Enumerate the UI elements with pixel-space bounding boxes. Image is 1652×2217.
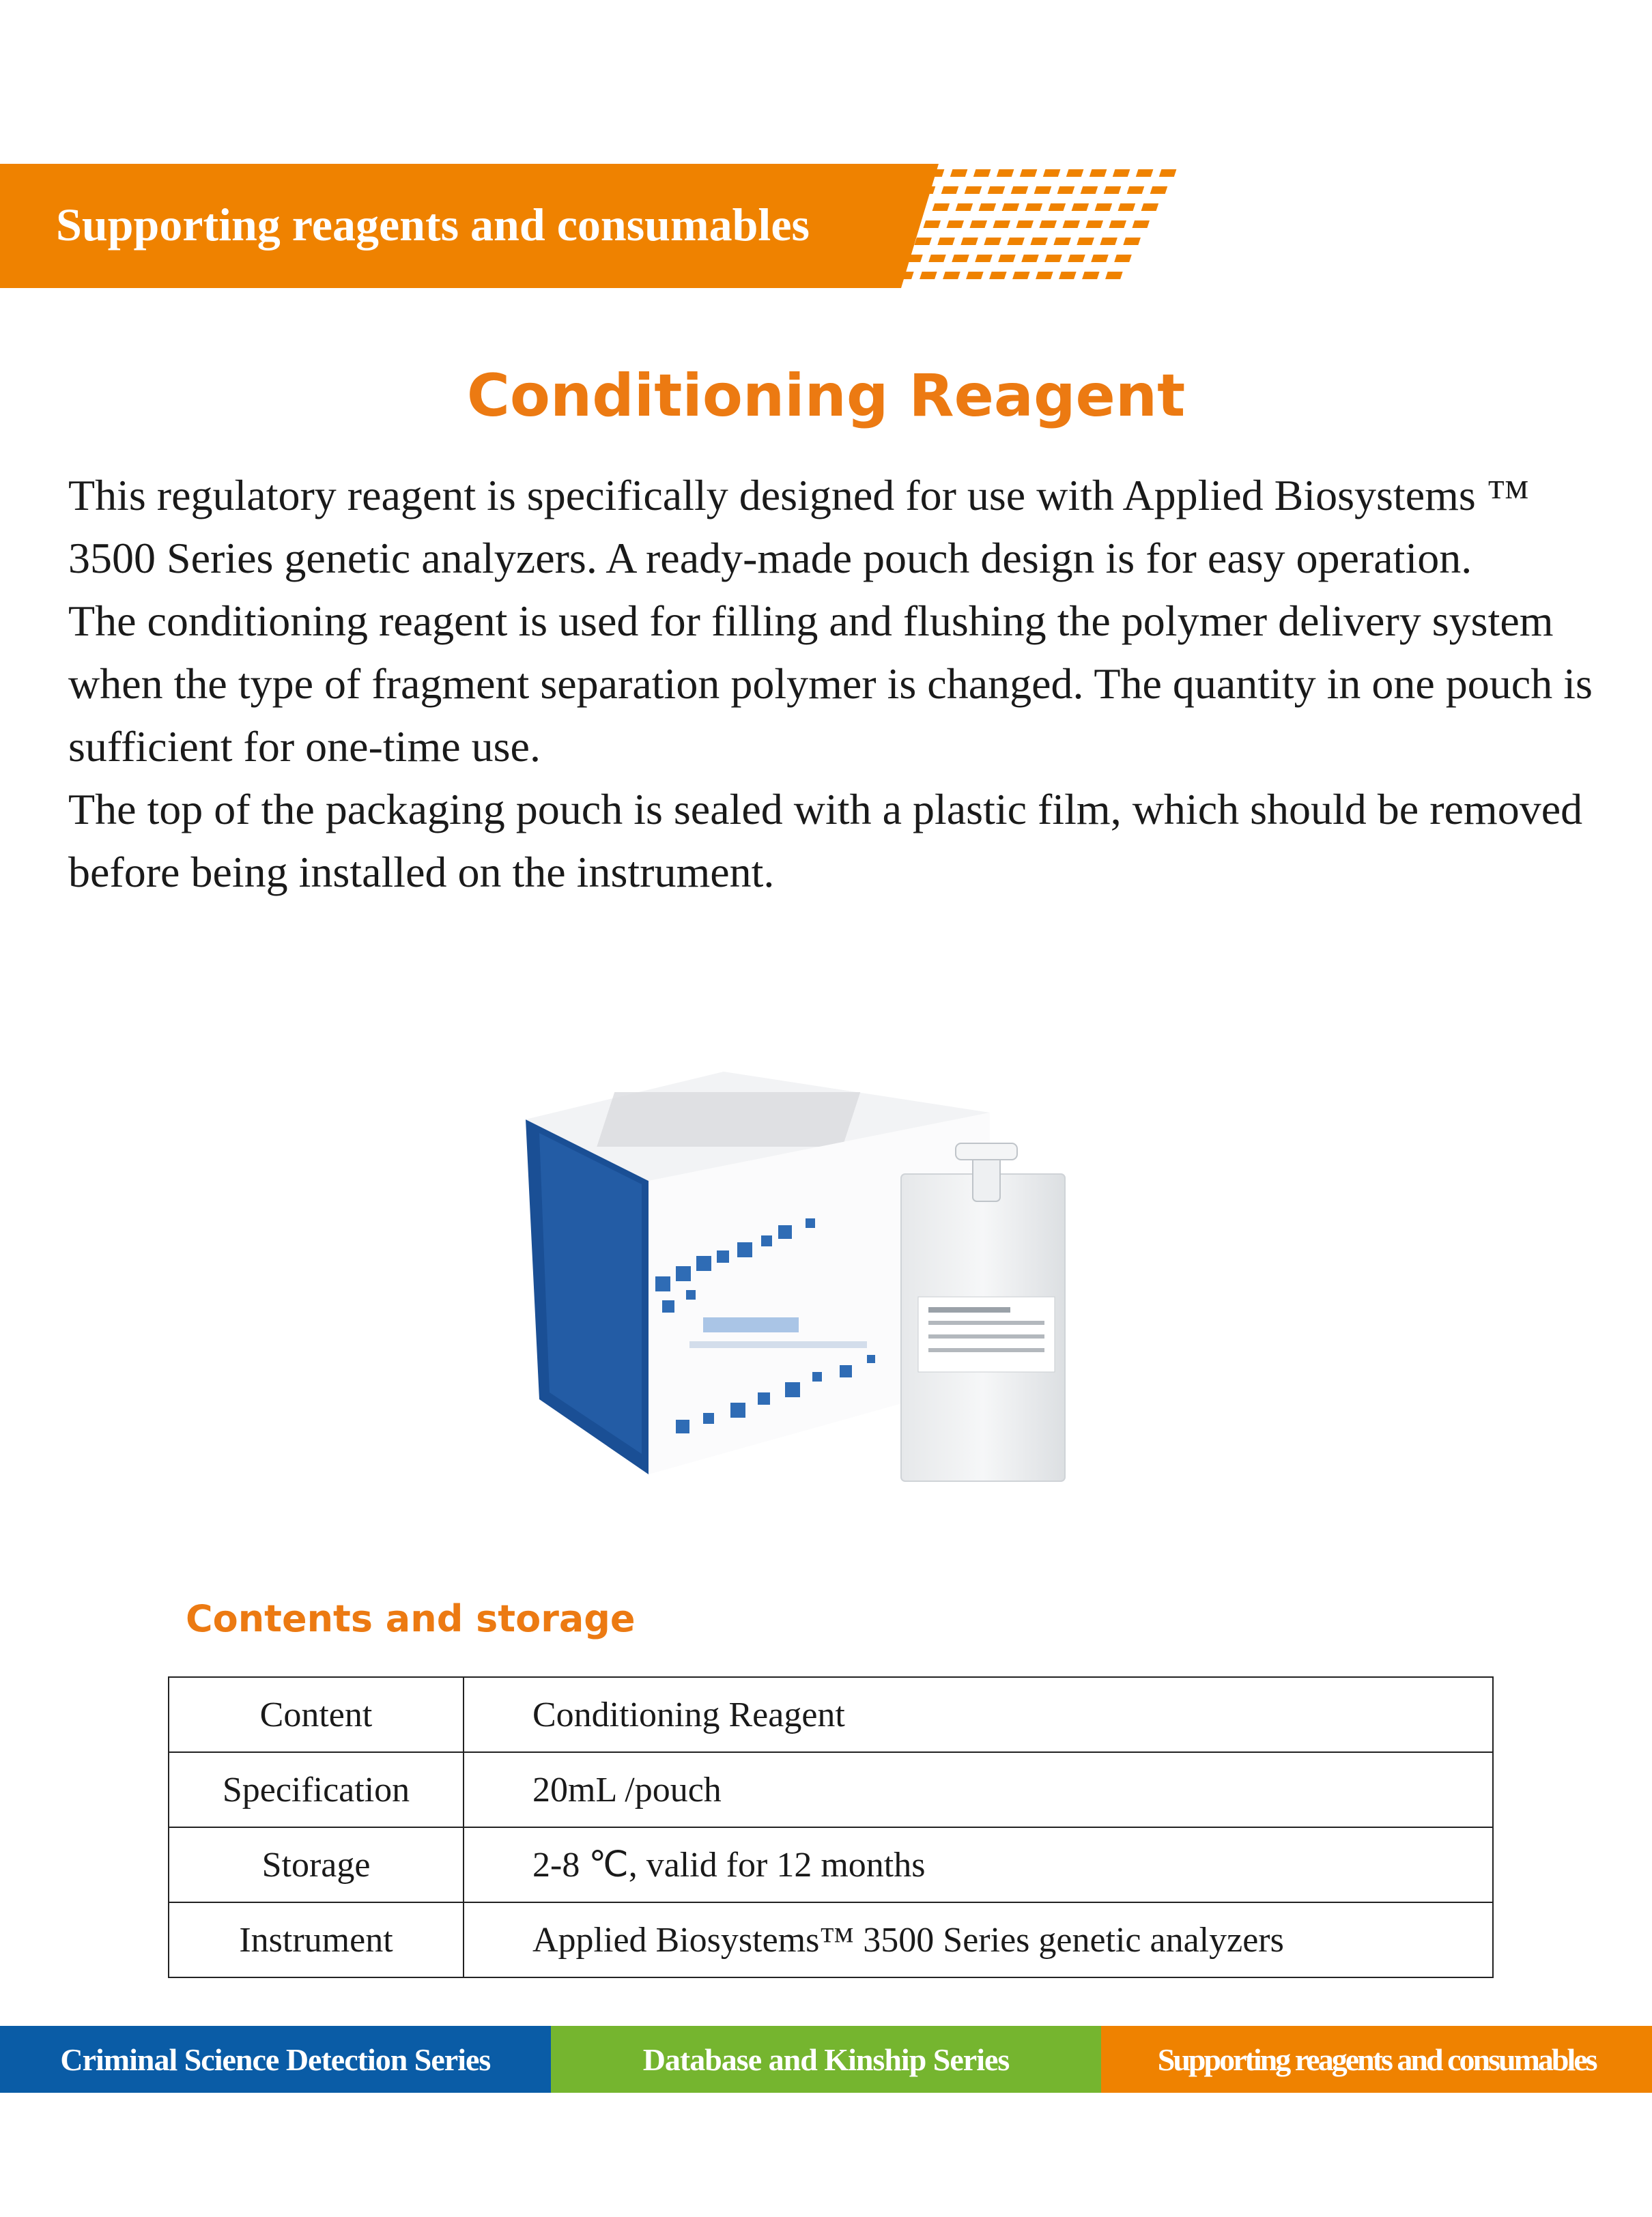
banner-dash: [891, 238, 909, 245]
banner-dash: [952, 255, 969, 262]
footer-item-criminal-science[interactable]: Criminal Science Detection Series: [0, 2026, 551, 2093]
banner-dash: [909, 203, 927, 211]
product-description: [68, 464, 1597, 904]
banner-dash: [1043, 169, 1061, 177]
banner-dash: [973, 169, 991, 177]
banner-dash: [1057, 186, 1075, 194]
banner-dash: [887, 203, 903, 211]
description-paragraph: This regulatory reagent is specifically designed for use with Applied Biosystems ™ 3500 Series genetic analyzers. A ready-made pouch design is for easy operation.: [68, 471, 1530, 582]
banner-dash: [927, 169, 945, 177]
banner-dash: [979, 203, 997, 211]
contents-heading: Contents and storage: [186, 1597, 636, 1640]
banner-dash: [1066, 169, 1084, 177]
banner-dash: [1002, 203, 1020, 211]
banner-dash: [988, 186, 1006, 194]
banner-dash: [1020, 169, 1038, 177]
banner-dash: [941, 186, 959, 194]
table-cell-key: Storage: [169, 1827, 464, 1902]
banner-dash: [887, 220, 894, 228]
banner-dash: [1021, 255, 1039, 262]
banner-dash: [1034, 186, 1052, 194]
banner-dash: [1141, 203, 1159, 211]
banner-dash: [1127, 186, 1145, 194]
banner-dash: [965, 186, 982, 194]
banner-dash: [966, 272, 984, 279]
banner-dash: [1039, 220, 1057, 228]
banner-dash: [1077, 238, 1094, 245]
footer-item-supporting-reagents[interactable]: Supporting reagents and consumables: [1101, 2026, 1652, 2093]
banner-dash: [900, 220, 917, 228]
banner-dash: [1012, 272, 1030, 279]
banner-dash: [984, 238, 1001, 245]
banner-dash: [937, 238, 955, 245]
banner-dash: [989, 272, 1007, 279]
banner-dash: [932, 203, 950, 211]
banner-dash: [1062, 220, 1080, 228]
banner-dash: [975, 255, 993, 262]
banner-dash: [1114, 255, 1132, 262]
banner-dot-pattern: [887, 164, 1188, 288]
reagent-pouch: [901, 1143, 1065, 1481]
banner-dash: [969, 220, 987, 228]
banner-dash: [1072, 203, 1090, 211]
banner-dash: [920, 272, 937, 279]
banner-dash: [1016, 220, 1034, 228]
table-row: [169, 1827, 1493, 1902]
product-image: [519, 1072, 1120, 1508]
banner-dash: [1090, 169, 1107, 177]
table-row: [169, 1677, 1493, 1752]
banner-dash: [1044, 255, 1062, 262]
banner-dash: [895, 186, 913, 194]
banner-dash: [1036, 272, 1053, 279]
footer-item-database-kinship[interactable]: Database and Kinship Series: [551, 2026, 1102, 2093]
description-paragraph: The top of the packaging pouch is sealed with a plastic film, which should be removed before being installed on the instrument.: [68, 785, 1583, 896]
banner-dash: [1136, 169, 1154, 177]
banner-dash: [918, 186, 936, 194]
table-row: [169, 1752, 1493, 1827]
banner-dash: [1095, 203, 1113, 211]
banner-dash: [887, 255, 900, 262]
table-row: [169, 1902, 1493, 1977]
banner-dash: [1100, 238, 1117, 245]
banner-dash: [1007, 238, 1025, 245]
banner-dash: [1150, 186, 1168, 194]
banner-dash: [1082, 272, 1100, 279]
description-paragraph: The conditioning reagent is used for filling and flushing the polymer delivery system when the type of fragment separation polymer is changed. The quantity in one pouch is sufficient for one-time use.: [68, 597, 1593, 771]
banner-dash: [997, 169, 1014, 177]
banner-dash: [1105, 272, 1123, 279]
banner-dash: [887, 272, 891, 279]
banner-dash: [1068, 255, 1085, 262]
contents-table: [168, 1676, 1494, 1978]
banner-dash: [1025, 203, 1043, 211]
banner-title: Supporting reagents and consumables: [56, 199, 810, 251]
banner-dash: [960, 238, 978, 245]
banner-dash: [896, 272, 914, 279]
banner-dash: [1049, 203, 1066, 211]
banner-dash: [1030, 238, 1048, 245]
banner-dash: [1132, 220, 1150, 228]
banner-dash: [1081, 186, 1098, 194]
banner-dash: [923, 220, 941, 228]
table-cell-key: Specification: [169, 1752, 464, 1827]
banner-dash: [914, 238, 932, 245]
banner-dash: [905, 255, 923, 262]
product-title: Conditioning Reagent: [466, 362, 1186, 430]
banner-dash: [928, 255, 946, 262]
banner-dash: [1118, 203, 1136, 211]
banner-dash: [1104, 186, 1122, 194]
banner-dash: [946, 220, 964, 228]
banner-dash: [1059, 272, 1077, 279]
banner-dash: [998, 255, 1016, 262]
table-cell-value: Conditioning Reagent: [464, 1677, 1493, 1752]
banner-dash: [1011, 186, 1029, 194]
banner-dash: [1085, 220, 1103, 228]
table-cell-key: Instrument: [169, 1902, 464, 1977]
banner-dash: [1091, 255, 1109, 262]
banner-dash: [956, 203, 973, 211]
footer-series-bar: [0, 2026, 1652, 2093]
banner-dash: [950, 169, 968, 177]
table-cell-key: Content: [169, 1677, 464, 1752]
banner-dash: [993, 220, 1010, 228]
banner-dash: [1053, 238, 1071, 245]
banner-dash: [1123, 238, 1141, 245]
table-cell-value: 2-8 ℃, valid for 12 months: [464, 1827, 1493, 1902]
banner-dash: [943, 272, 960, 279]
banner-dash: [904, 169, 922, 177]
table-cell-value: Applied Biosystems™ 3500 Series genetic analyzers: [464, 1902, 1493, 1977]
table-cell-value: 20mL /pouch: [464, 1752, 1493, 1827]
banner-dash: [1113, 169, 1130, 177]
banner-dash: [1109, 220, 1126, 228]
banner-dash: [1159, 169, 1177, 177]
